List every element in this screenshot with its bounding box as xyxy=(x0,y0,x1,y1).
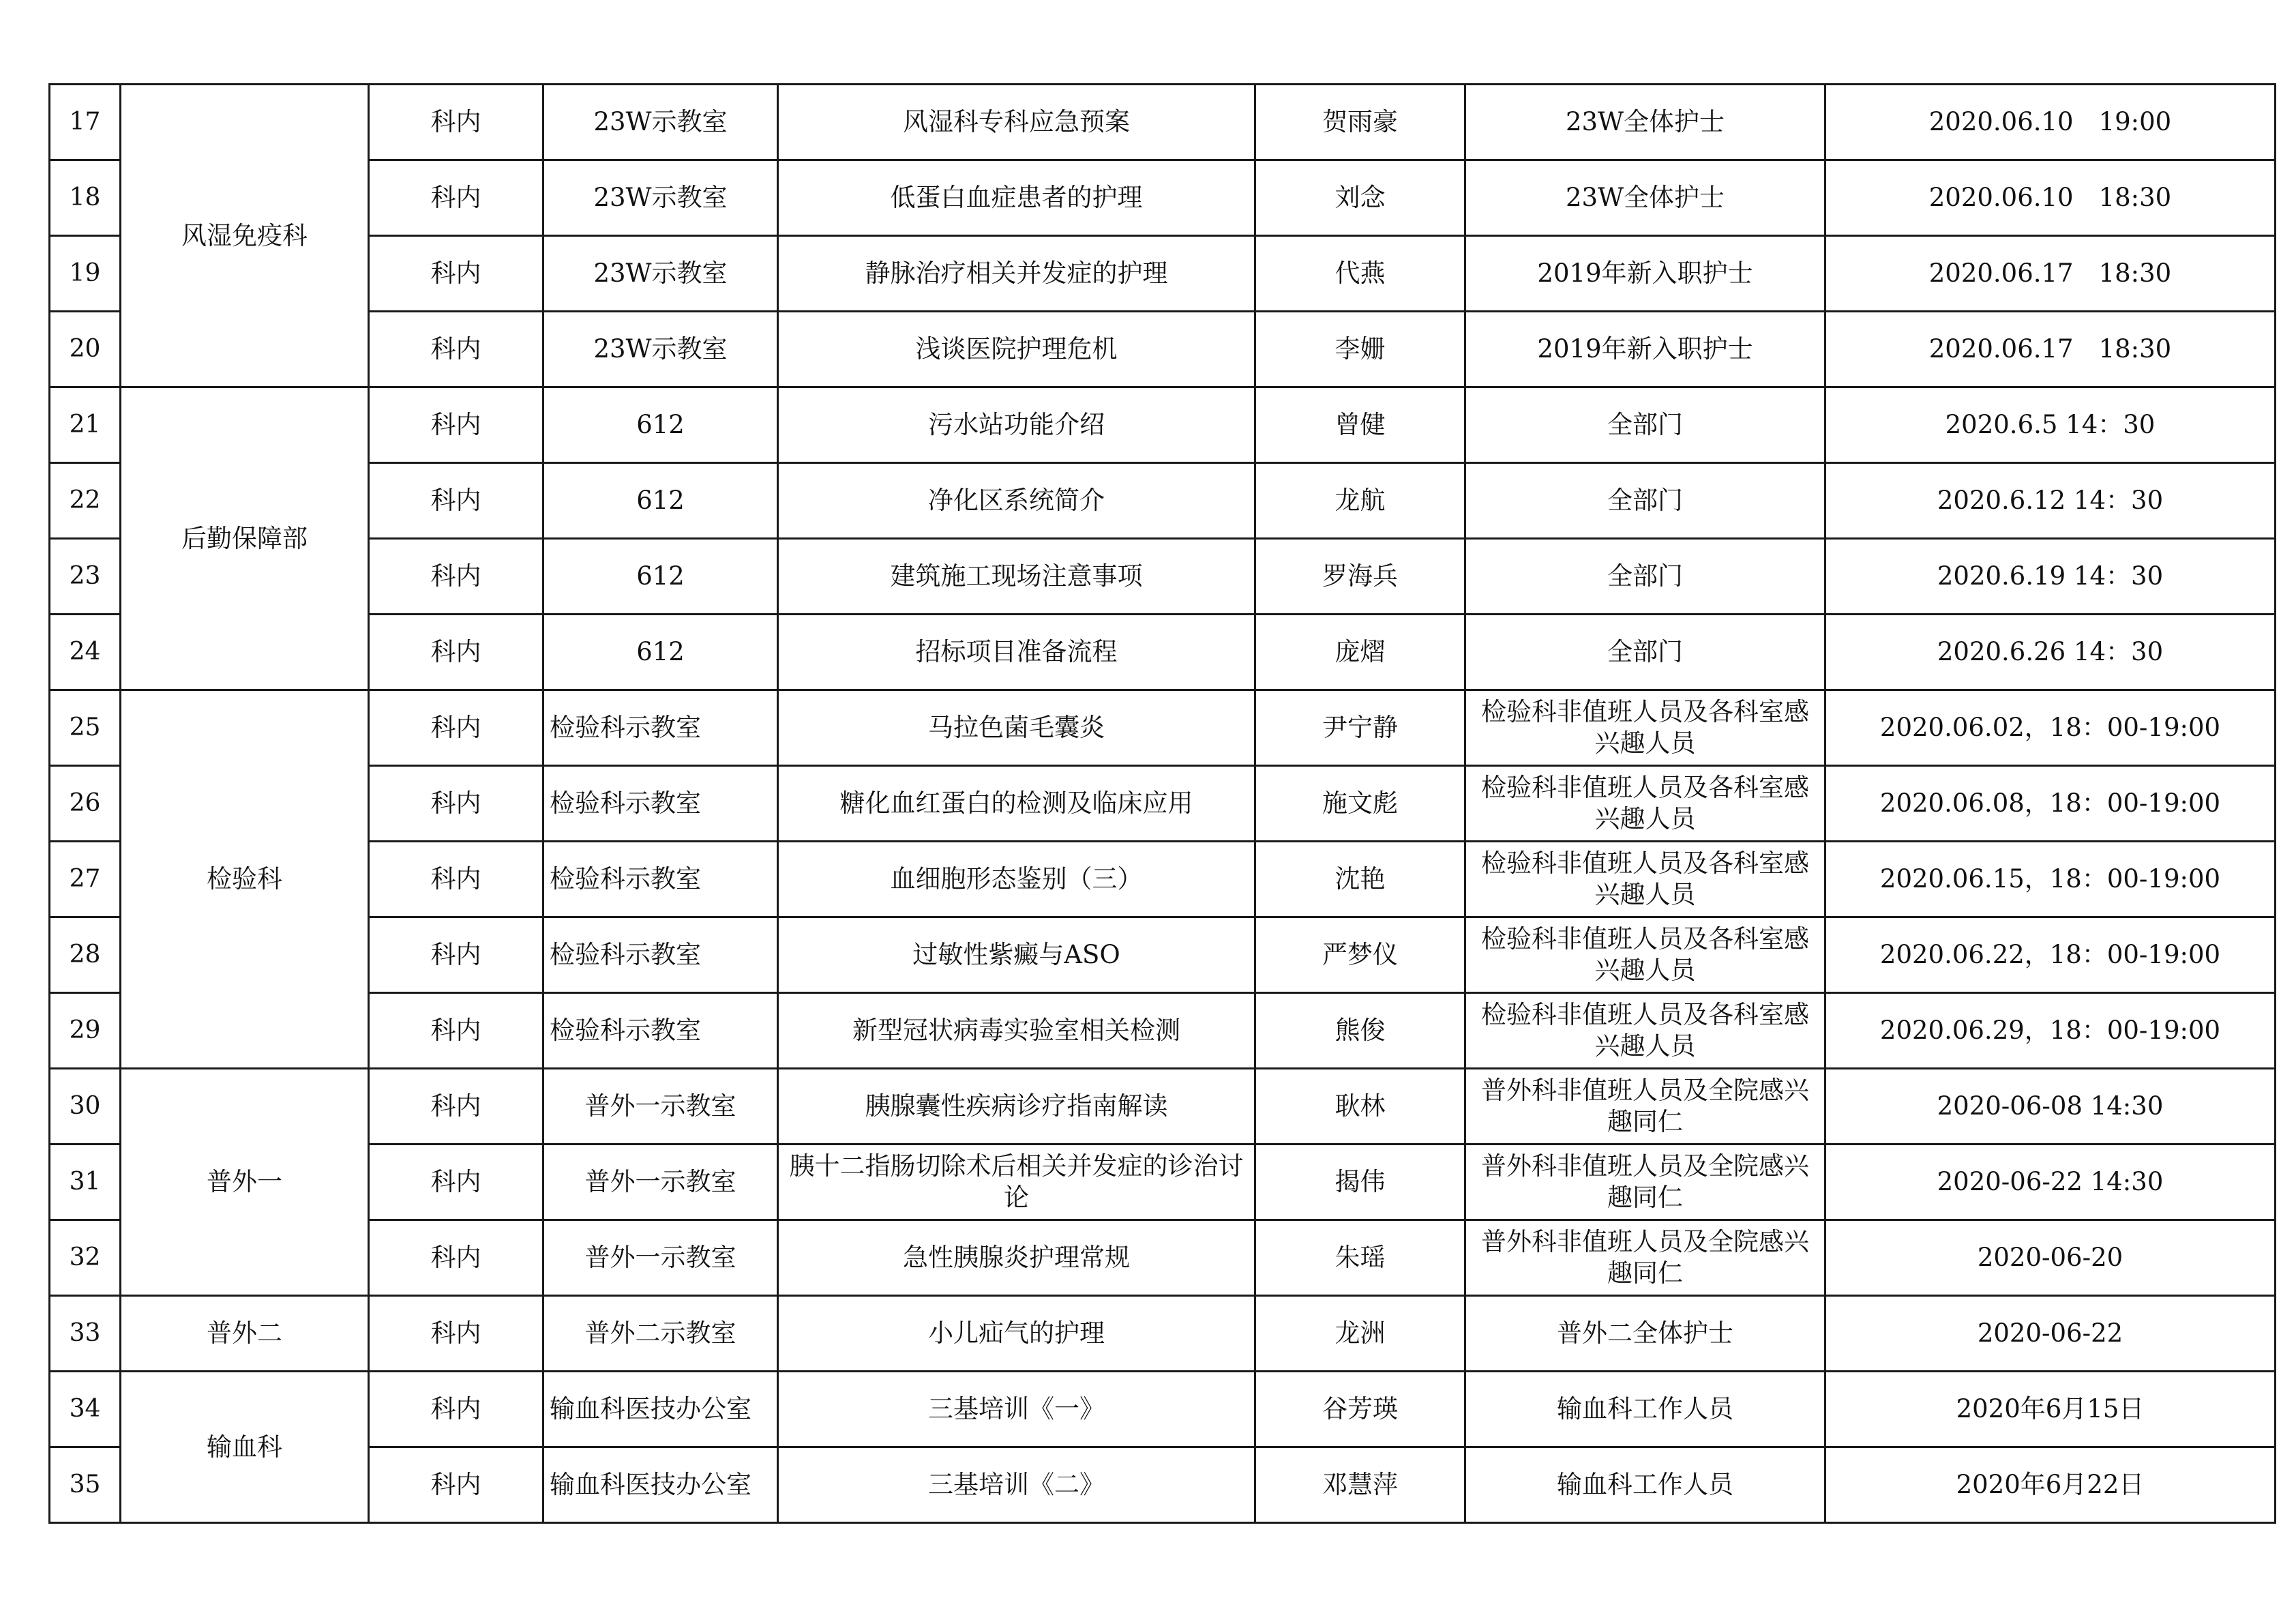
row-number-cell: 22 xyxy=(50,463,121,539)
audience-cell: 输血科工作人员 xyxy=(1465,1372,1825,1447)
audience-cell: 2019年新入职护士 xyxy=(1465,236,1825,312)
department-cell: 检验科 xyxy=(121,690,369,1069)
scope-cell: 科内 xyxy=(369,842,543,917)
speaker-cell: 沈艳 xyxy=(1255,842,1465,917)
row-number-cell: 24 xyxy=(50,615,121,690)
audience-cell: 全部门 xyxy=(1465,539,1825,615)
speaker-cell: 谷芳瑛 xyxy=(1255,1372,1465,1447)
row-number-cell: 26 xyxy=(50,766,121,842)
audience-cell: 检验科非值班人员及各科室感兴趣人员 xyxy=(1465,690,1825,766)
table-row xyxy=(50,463,2276,539)
location-cell: 普外一示教室 xyxy=(543,1220,778,1296)
speaker-cell: 熊俊 xyxy=(1255,993,1465,1069)
department-cell: 普外一 xyxy=(121,1069,369,1296)
table-row xyxy=(50,993,2276,1069)
speaker-cell: 曾健 xyxy=(1255,387,1465,463)
row-number-cell: 31 xyxy=(50,1145,121,1220)
row-number-cell: 33 xyxy=(50,1296,121,1372)
audience-cell: 普外科非值班人员及全院感兴趣同仁 xyxy=(1465,1145,1825,1220)
location-cell: 检验科示教室 xyxy=(543,842,778,917)
scope-cell: 科内 xyxy=(369,539,543,615)
speaker-cell: 揭伟 xyxy=(1255,1145,1465,1220)
scope-cell: 科内 xyxy=(369,917,543,993)
speaker-cell: 刘念 xyxy=(1255,160,1465,236)
scope-cell: 科内 xyxy=(369,690,543,766)
audience-cell: 普外科非值班人员及全院感兴趣同仁 xyxy=(1465,1220,1825,1296)
row-number-cell: 18 xyxy=(50,160,121,236)
scope-cell: 科内 xyxy=(369,463,543,539)
table-row xyxy=(50,1372,2276,1447)
audience-cell: 23W全体护士 xyxy=(1465,85,1825,160)
time-cell: 2020-06-22 xyxy=(1825,1296,2276,1372)
table-row xyxy=(50,1447,2276,1523)
topic-cell: 风湿科专科应急预案 xyxy=(778,85,1255,160)
audience-cell: 23W全体护士 xyxy=(1465,160,1825,236)
department-cell: 输血科 xyxy=(121,1372,369,1523)
audience-cell: 全部门 xyxy=(1465,463,1825,539)
location-cell: 检验科示教室 xyxy=(543,766,778,842)
location-cell: 23W示教室 xyxy=(543,85,778,160)
speaker-cell: 朱瑶 xyxy=(1255,1220,1465,1296)
speaker-cell: 邓慧萍 xyxy=(1255,1447,1465,1523)
time-cell: 2020.06.10 18:30 xyxy=(1825,160,2276,236)
location-cell: 检验科示教室 xyxy=(543,993,778,1069)
scope-cell: 科内 xyxy=(369,236,543,312)
table-row xyxy=(50,387,2276,463)
time-cell: 2020-06-08 14:30 xyxy=(1825,1069,2276,1145)
audience-cell: 2019年新入职护士 xyxy=(1465,312,1825,387)
scope-cell: 科内 xyxy=(369,1447,543,1523)
location-cell: 普外一示教室 xyxy=(543,1069,778,1145)
table-row xyxy=(50,1145,2276,1220)
table-row xyxy=(50,615,2276,690)
speaker-cell: 龙航 xyxy=(1255,463,1465,539)
row-number-cell: 28 xyxy=(50,917,121,993)
topic-cell: 胰十二指肠切除术后相关并发症的诊治讨论 xyxy=(778,1145,1255,1220)
audience-cell: 输血科工作人员 xyxy=(1465,1447,1825,1523)
topic-cell: 建筑施工现场注意事项 xyxy=(778,539,1255,615)
speaker-cell: 李姗 xyxy=(1255,312,1465,387)
topic-cell: 急性胰腺炎护理常规 xyxy=(778,1220,1255,1296)
time-cell: 2020.06.15，18：00-19:00 xyxy=(1825,842,2276,917)
scope-cell: 科内 xyxy=(369,766,543,842)
speaker-cell: 代燕 xyxy=(1255,236,1465,312)
time-cell: 2020.06.22，18：00-19:00 xyxy=(1825,917,2276,993)
department-cell: 风湿免疫科 xyxy=(121,85,369,387)
speaker-cell: 贺雨豪 xyxy=(1255,85,1465,160)
row-number-cell: 21 xyxy=(50,387,121,463)
scope-cell: 科内 xyxy=(369,387,543,463)
scope-cell: 科内 xyxy=(369,1145,543,1220)
scope-cell: 科内 xyxy=(369,615,543,690)
audience-cell: 普外科非值班人员及全院感兴趣同仁 xyxy=(1465,1069,1825,1145)
table-row xyxy=(50,842,2276,917)
audience-cell: 检验科非值班人员及各科室感兴趣人员 xyxy=(1465,917,1825,993)
table-row xyxy=(50,312,2276,387)
row-number-cell: 34 xyxy=(50,1372,121,1447)
time-cell: 2020.06.02，18：00-19:00 xyxy=(1825,690,2276,766)
topic-cell: 新型冠状病毒实验室相关检测 xyxy=(778,993,1255,1069)
table-row xyxy=(50,766,2276,842)
location-cell: 612 xyxy=(543,463,778,539)
location-cell: 检验科示教室 xyxy=(543,917,778,993)
topic-cell: 低蛋白血症患者的护理 xyxy=(778,160,1255,236)
row-number-cell: 30 xyxy=(50,1069,121,1145)
topic-cell: 三基培训《一》 xyxy=(778,1372,1255,1447)
scope-cell: 科内 xyxy=(369,1220,543,1296)
scope-cell: 科内 xyxy=(369,1296,543,1372)
time-cell: 2020.06.29，18：00-19:00 xyxy=(1825,993,2276,1069)
scope-cell: 科内 xyxy=(369,1069,543,1145)
topic-cell: 三基培训《二》 xyxy=(778,1447,1255,1523)
location-cell: 612 xyxy=(543,539,778,615)
scope-cell: 科内 xyxy=(369,85,543,160)
table-row xyxy=(50,236,2276,312)
location-cell: 23W示教室 xyxy=(543,236,778,312)
table-row xyxy=(50,1220,2276,1296)
time-cell: 2020.6.19 14：30 xyxy=(1825,539,2276,615)
time-cell: 2020.06.17 18:30 xyxy=(1825,312,2276,387)
speaker-cell: 施文彪 xyxy=(1255,766,1465,842)
table-body xyxy=(50,85,2276,1523)
topic-cell: 浅谈医院护理危机 xyxy=(778,312,1255,387)
table-row xyxy=(50,1296,2276,1372)
row-number-cell: 35 xyxy=(50,1447,121,1523)
row-number-cell: 27 xyxy=(50,842,121,917)
speaker-cell: 耿林 xyxy=(1255,1069,1465,1145)
row-number-cell: 29 xyxy=(50,993,121,1069)
topic-cell: 污水站功能介绍 xyxy=(778,387,1255,463)
row-number-cell: 25 xyxy=(50,690,121,766)
location-cell: 普外二示教室 xyxy=(543,1296,778,1372)
table-row xyxy=(50,160,2276,236)
scope-cell: 科内 xyxy=(369,993,543,1069)
table-row xyxy=(50,1069,2276,1145)
audience-cell: 全部门 xyxy=(1465,615,1825,690)
topic-cell: 招标项目准备流程 xyxy=(778,615,1255,690)
speaker-cell: 庞熠 xyxy=(1255,615,1465,690)
speaker-cell: 龙洲 xyxy=(1255,1296,1465,1372)
location-cell: 23W示教室 xyxy=(543,160,778,236)
table-row xyxy=(50,539,2276,615)
location-cell: 612 xyxy=(543,615,778,690)
time-cell: 2020.6.26 14：30 xyxy=(1825,615,2276,690)
audience-cell: 检验科非值班人员及各科室感兴趣人员 xyxy=(1465,842,1825,917)
topic-cell: 胰腺囊性疾病诊疗指南解读 xyxy=(778,1069,1255,1145)
location-cell: 输血科医技办公室 xyxy=(543,1372,778,1447)
speaker-cell: 罗海兵 xyxy=(1255,539,1465,615)
audience-cell: 全部门 xyxy=(1465,387,1825,463)
scope-cell: 科内 xyxy=(369,1372,543,1447)
department-cell: 普外二 xyxy=(121,1296,369,1372)
time-cell: 2020.06.17 18:30 xyxy=(1825,236,2276,312)
location-cell: 检验科示教室 xyxy=(543,690,778,766)
time-cell: 2020.6.5 14：30 xyxy=(1825,387,2276,463)
topic-cell: 血细胞形态鉴别（三） xyxy=(778,842,1255,917)
row-number-cell: 17 xyxy=(50,85,121,160)
row-number-cell: 23 xyxy=(50,539,121,615)
topic-cell: 净化区系统简介 xyxy=(778,463,1255,539)
time-cell: 2020年6月15日 xyxy=(1825,1372,2276,1447)
topic-cell: 过敏性紫癜与ASO xyxy=(778,917,1255,993)
time-cell: 2020年6月22日 xyxy=(1825,1447,2276,1523)
topic-cell: 小儿疝气的护理 xyxy=(778,1296,1255,1372)
location-cell: 612 xyxy=(543,387,778,463)
table-row xyxy=(50,917,2276,993)
scope-cell: 科内 xyxy=(369,160,543,236)
table-row xyxy=(50,690,2276,766)
row-number-cell: 32 xyxy=(50,1220,121,1296)
audience-cell: 检验科非值班人员及各科室感兴趣人员 xyxy=(1465,766,1825,842)
time-cell: 2020.6.12 14：30 xyxy=(1825,463,2276,539)
topic-cell: 马拉色菌毛囊炎 xyxy=(778,690,1255,766)
audience-cell: 检验科非值班人员及各科室感兴趣人员 xyxy=(1465,993,1825,1069)
time-cell: 2020.06.08，18：00-19:00 xyxy=(1825,766,2276,842)
speaker-cell: 尹宁静 xyxy=(1255,690,1465,766)
scope-cell: 科内 xyxy=(369,312,543,387)
training-schedule-table xyxy=(48,83,2276,1524)
audience-cell: 普外二全体护士 xyxy=(1465,1296,1825,1372)
row-number-cell: 19 xyxy=(50,236,121,312)
time-cell: 2020-06-22 14:30 xyxy=(1825,1145,2276,1220)
table-row xyxy=(50,85,2276,160)
department-cell: 后勤保障部 xyxy=(121,387,369,690)
topic-cell: 静脉治疗相关并发症的护理 xyxy=(778,236,1255,312)
location-cell: 普外一示教室 xyxy=(543,1145,778,1220)
topic-cell: 糖化血红蛋白的检测及临床应用 xyxy=(778,766,1255,842)
speaker-cell: 严梦仪 xyxy=(1255,917,1465,993)
location-cell: 输血科医技办公室 xyxy=(543,1447,778,1523)
location-cell: 23W示教室 xyxy=(543,312,778,387)
row-number-cell: 20 xyxy=(50,312,121,387)
time-cell: 2020-06-20 xyxy=(1825,1220,2276,1296)
time-cell: 2020.06.10 19:00 xyxy=(1825,85,2276,160)
